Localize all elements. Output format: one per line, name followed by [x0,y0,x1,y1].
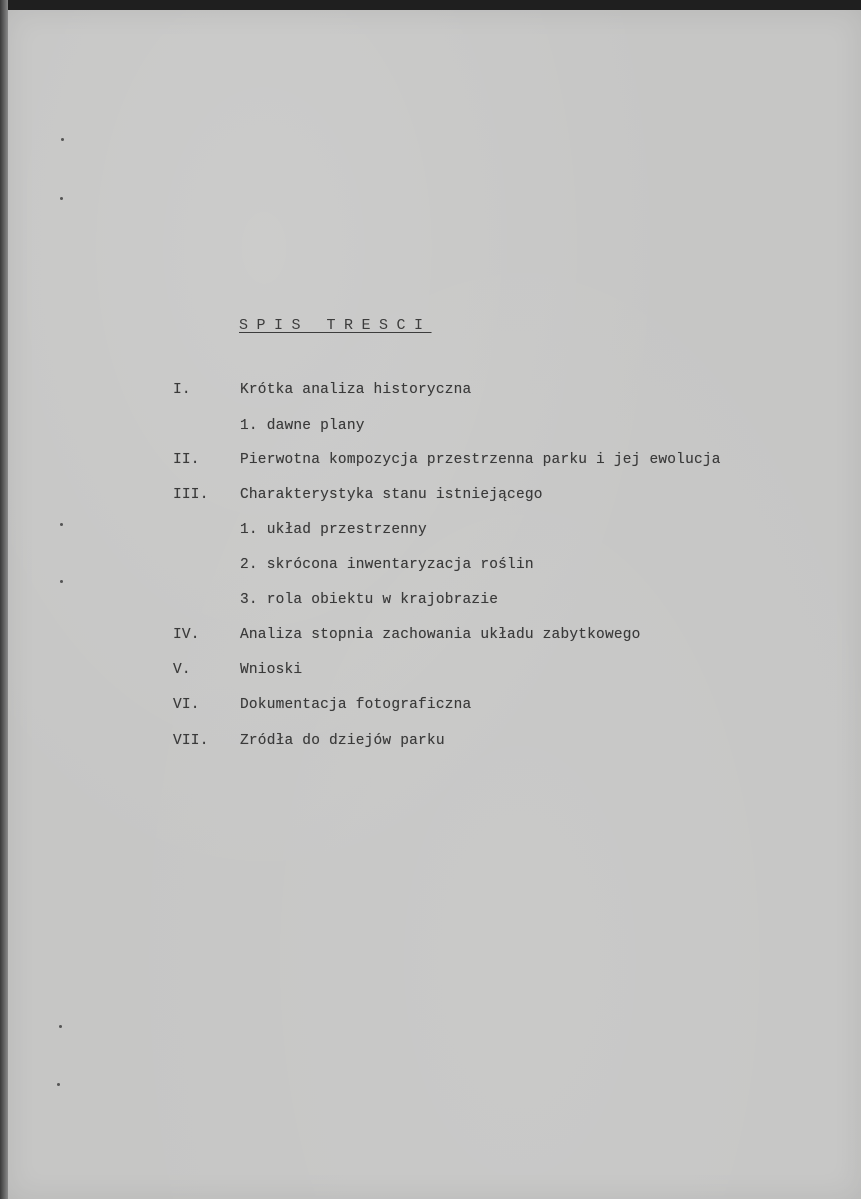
paper-speck [59,1025,62,1028]
toc-numeral: VII. [173,733,209,749]
paper-speck [57,1083,60,1086]
toc-entry: Krótka analiza historyczna [240,382,472,398]
paper-speck [60,197,63,200]
scan-top-edge [0,0,861,10]
toc-numeral: V. [173,662,191,678]
toc-subentry: 1. dawne plany [240,418,365,434]
toc-numeral: II. [173,452,200,468]
toc-entry: Zródła do dziejów parku [240,733,445,749]
toc-entry: Dokumentacja fotograficzna [240,697,472,713]
page-title: SPIS TRESCI [239,317,432,334]
toc-entry: Wnioski [240,662,303,678]
toc-numeral: I. [173,382,191,398]
toc-subentry: 2. skrócona inwentaryzacja roślin [240,557,534,573]
scan-left-edge [0,0,8,1199]
toc-numeral: III. [173,487,209,503]
toc-subentry: 3. rola obiektu w krajobrazie [240,592,499,608]
toc-entry: Analiza stopnia zachowania układu zabytkowego [240,627,641,643]
toc-entry: Charakterystyka stanu istniejącego [240,487,543,503]
paper-speck [60,580,63,583]
toc-numeral: VI. [173,697,200,713]
toc-numeral: IV. [173,627,200,643]
paper-speck [60,523,63,526]
toc-subentry: 1. układ przestrzenny [240,522,427,538]
paper-speck [61,138,64,141]
toc-entry: Pierwotna kompozycja przestrzenna parku i jej ewolucja [240,452,721,468]
